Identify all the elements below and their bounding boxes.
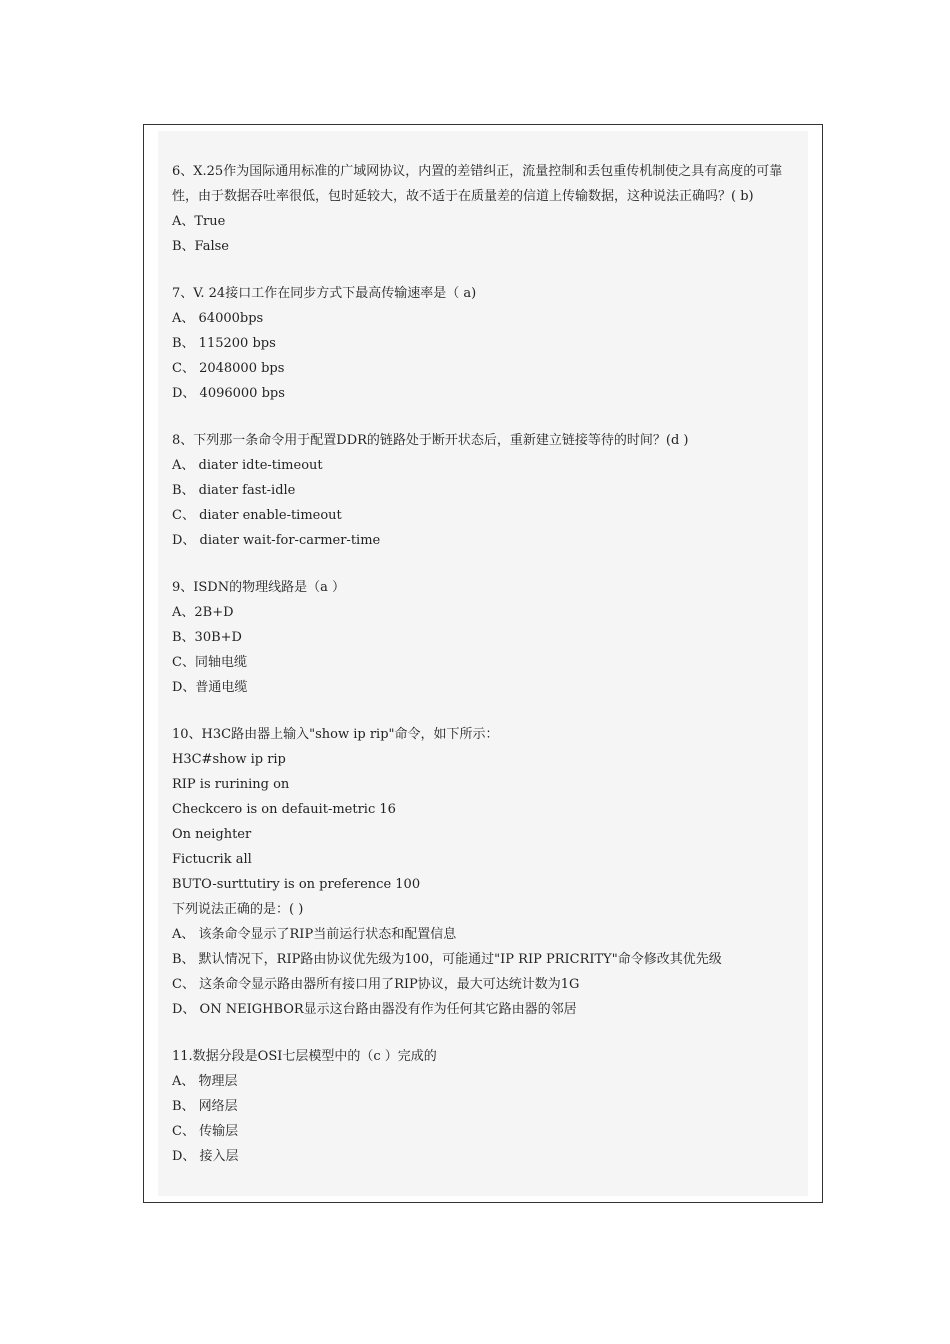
- option-a: A、2B+D: [172, 605, 234, 620]
- option-c: C、 传输层: [172, 1124, 239, 1139]
- question-11: [172, 1044, 796, 1169]
- question-text: 8、下列那一条命令用于配置DDR的链路处于断开状态后，重新建立链接等待的时间？(d ): [172, 433, 689, 448]
- option-b: B、 diater fast-idle: [172, 483, 296, 498]
- option-b: B、30B+D: [172, 630, 242, 645]
- command-output-line: BUTO-surttutiry is on preference 100: [172, 877, 421, 892]
- question-9: [172, 575, 796, 700]
- option-a: A、 diater idte-timeout: [172, 458, 323, 473]
- question-prompt: 下列说法正确的是：( ): [172, 902, 304, 917]
- question-8: [172, 428, 796, 553]
- option-b: B、 网络层: [172, 1099, 238, 1114]
- option-d: D、 diater wait-for-carmer-time: [172, 533, 381, 548]
- document-frame: [143, 124, 823, 1203]
- command-output-line: RIP is rurining on: [172, 777, 290, 792]
- option-c: C、 diater enable-timeout: [172, 508, 342, 523]
- question-list: [172, 159, 796, 1191]
- question-10: [172, 722, 796, 1022]
- question-6: [172, 159, 796, 259]
- option-c: C、 这条命令显示路由器所有接口用了RIP协议，最大可达统计数为1G: [172, 977, 580, 992]
- question-text: 11.数据分段是OSI七层模型中的（c ）完成的: [172, 1049, 437, 1064]
- option-a: A、 该条命令显示了RIP当前运行状态和配置信息: [172, 927, 457, 942]
- option-d: D、普通电缆: [172, 680, 248, 695]
- command-output-line: H3C#show ip rip: [172, 752, 286, 767]
- option-a: A、True: [172, 214, 226, 229]
- option-a: A、 物理层: [172, 1074, 238, 1089]
- command-output-line: Fictucrik all: [172, 852, 252, 867]
- option-d: D、 ON NEIGHBOR显示这台路由器没有作为任何其它路由器的邻居: [172, 1002, 577, 1017]
- option-d: D、 4096000 bps: [172, 386, 285, 401]
- question-text: 10、H3C路由器上输入"show ip rip"命令，如下所示：: [172, 727, 499, 742]
- option-c: C、同轴电缆: [172, 655, 247, 670]
- question-text: 6、X.25作为国际通用标准的广域网协议，内置的差错纠正，流量控制和丢包重传机制使之具有高度的可靠性，由于数据吞吐率很低，包时延较大，故不适于在质量差的信道上传输数据，这种说法正确吗？( b): [172, 164, 783, 204]
- question-7: [172, 281, 796, 406]
- option-a: A、 64000bps: [172, 311, 264, 326]
- command-output-line: Checkcero is on defauit-metric 16: [172, 802, 396, 817]
- question-text: 7、V. 24接口工作在同步方式下最高传输速率是（ a): [172, 286, 477, 301]
- option-b: B、 115200 bps: [172, 336, 276, 351]
- option-d: D、 接入层: [172, 1149, 239, 1164]
- option-b: B、False: [172, 239, 229, 254]
- option-b: B、 默认情况下，RIP路由协议优先级为100，可能通过"IP RIP PRICRITY"命令修改其优先级: [172, 952, 722, 967]
- command-output-line: On neighter: [172, 827, 252, 842]
- option-c: C、 2048000 bps: [172, 361, 285, 376]
- question-text: 9、ISDN的物理线路是（a ）: [172, 580, 345, 595]
